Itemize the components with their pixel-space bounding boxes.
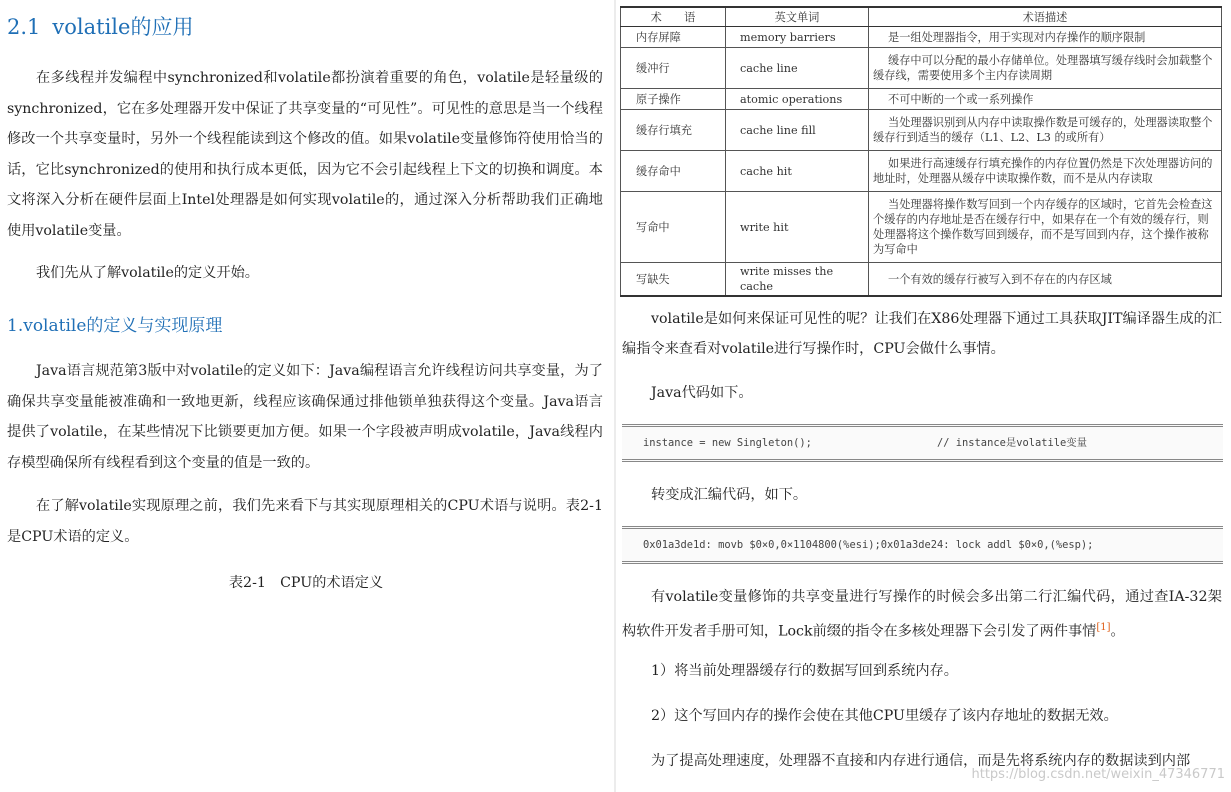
table-row	[621, 48, 1222, 89]
term-cell: 缓冲行	[621, 48, 726, 89]
java-code-block: instance = new Singleton(); // instance是volatile变量	[622, 424, 1223, 462]
visibility-question-paragraph: volatile是如何来保证可见性的呢？让我们在X86处理器下通过工具获取JIT编译器生成的汇编指令来查看对volatile进行写操作时，CPU会做什么事情。	[622, 311, 1222, 357]
footnote-reference-link[interactable]: [1]	[1096, 621, 1111, 633]
jls-definition-paragraph: Java语言规范第3版中对volatile的定义如下：Java编程语言允许线程访问共享变量，为了确保共享变量能被准确和一致地更新，线程应该确保通过排他锁单独获得这个变量。Java语言提供了volatile，在某些情况下比锁要更加方便。如果一个字段被声明成volatile，Java线程内存模型确保所有线程看到这个变量的值是一致的。	[7, 363, 603, 471]
term-cell: 缓存命中	[621, 151, 726, 192]
assembly-label: 转变成汇编代码，如下。	[651, 487, 808, 503]
header-english: 英文单词	[726, 7, 869, 27]
english-cell: write hit	[726, 192, 869, 263]
description-cell: 是一组处理器指令，用于实现对内存操作的顺序限制	[869, 27, 1222, 48]
english-cell: cache hit	[726, 151, 869, 192]
lock-prefix-end: 。	[1110, 623, 1125, 640]
table-header-row	[621, 7, 1222, 27]
table-row	[621, 89, 1222, 110]
description-cell: 当处理器识别到从内存中读取操作数是可缓存的，处理器读取整个缓存行到适当的缓存（L1、L2、L3 的或所有）	[869, 110, 1222, 151]
table-row	[621, 263, 1222, 297]
english-cell: atomic operations	[726, 89, 869, 110]
english-cell: cache line	[726, 48, 869, 89]
description-cell: 当处理器将操作数写回到一个内存缓存的区域时，它首先会检查这个缓存的内存地址是否在缓存行中，如果存在一个有效的缓存行，则处理器将这个操作数写回到缓存，而不是写回到内存，这个操作被称为写命中	[869, 192, 1222, 263]
term-cell: 写命中	[621, 192, 726, 263]
right-page	[620, 0, 1226, 792]
lock-prefix-paragraph	[622, 583, 1222, 647]
java-code-label: Java代码如下。	[651, 385, 753, 401]
description-cell: 不可中断的一个或一系列操作	[869, 89, 1222, 110]
header-term: 术 语	[621, 7, 726, 27]
cpu-terms-intro-paragraph: 在了解volatile实现原理之前，我们先来看下与其实现原理相关的CPU术语与说明。表2-1是CPU术语的定义。	[7, 498, 603, 545]
term-cell: 缓存行填充	[621, 110, 726, 151]
english-cell: memory barriers	[726, 27, 869, 48]
table-caption: 表2-1 CPU的术语定义	[228, 575, 384, 591]
english-cell: write misses the cache	[726, 263, 869, 297]
term-cell: 写缺失	[621, 263, 726, 297]
cpu-terms-table	[620, 6, 1222, 297]
term-cell: 原子操作	[621, 89, 726, 110]
description-cell: 缓存中可以分配的最小存储单位。处理器填写缓存线时会加载整个缓存线，需要使用多个主内存读周期	[869, 48, 1222, 89]
page-divider	[614, 0, 616, 792]
table-row	[621, 27, 1222, 48]
assembly-code-block: 0x01a3de1d: movb $0×0,0×1104800(%esi);0x01a3de24: lock addl $0×0,(%esp);	[622, 526, 1223, 564]
section-heading-2-1	[7, 11, 193, 41]
definition-intro-paragraph: 我们先从了解volatile的定义开始。	[36, 265, 259, 281]
description-cell: 如果进行高速缓存行填充操作的内存位置仍然是下次处理器访问的地址时，处理器从缓存中读取操作数，而不是从内存读取	[869, 151, 1222, 192]
table-row	[621, 110, 1222, 151]
lock-prefix-text: 有volatile变量修饰的共享变量进行写操作的时候会多出第二行汇编代码，通过查IA-32架构软件开发者手册可知，Lock前缀的指令在多核处理器下会引发了两件事情	[622, 589, 1222, 640]
description-cell: 一个有效的缓存行被写入到不存在的内存区域	[869, 263, 1222, 297]
section-number: 2.1	[7, 15, 41, 39]
watermark-url: https://blog.csdn.net/weixin_47346771	[971, 767, 1225, 782]
lock-effect-1: 1）将当前处理器缓存行的数据写回到系统内存。	[651, 663, 958, 679]
left-page	[0, 0, 612, 792]
table-row	[621, 151, 1222, 192]
term-cell: 内存屏障	[621, 27, 726, 48]
subsection-heading: 1.volatile的定义与实现原理	[7, 316, 223, 336]
cache-intro-paragraph: 为了提高处理速度，处理器不直接和内存进行通信，而是先将系统内存的数据读到内部	[651, 753, 1191, 769]
header-description: 术语描述	[869, 7, 1222, 27]
intro-paragraph: 在多线程并发编程中synchronized和volatile都扮演着重要的角色，volatile是轻量级的synchronized，它在多处理器开发中保证了共享变量的“可见性”。可见性的意思是当一个线程修改一个共享变量时，另外一个线程能读到这个修改的值。如果volatile变量修饰符使用恰当的话，它比synchronized的使用和执行成本更低，因为它不会引起线程上下文的切换和调度。本文将深入分析在硬件层面上Intel处理器是如何实现volatile的，通过深入分析帮助我们正确地使用volatile变量。	[7, 70, 603, 239]
section-title: volatile的应用	[52, 15, 194, 39]
table-row	[621, 192, 1222, 263]
english-cell: cache line fill	[726, 110, 869, 151]
lock-effect-2: 2）这个写回内存的操作会使在其他CPU里缓存了该内存地址的数据无效。	[651, 708, 1118, 724]
